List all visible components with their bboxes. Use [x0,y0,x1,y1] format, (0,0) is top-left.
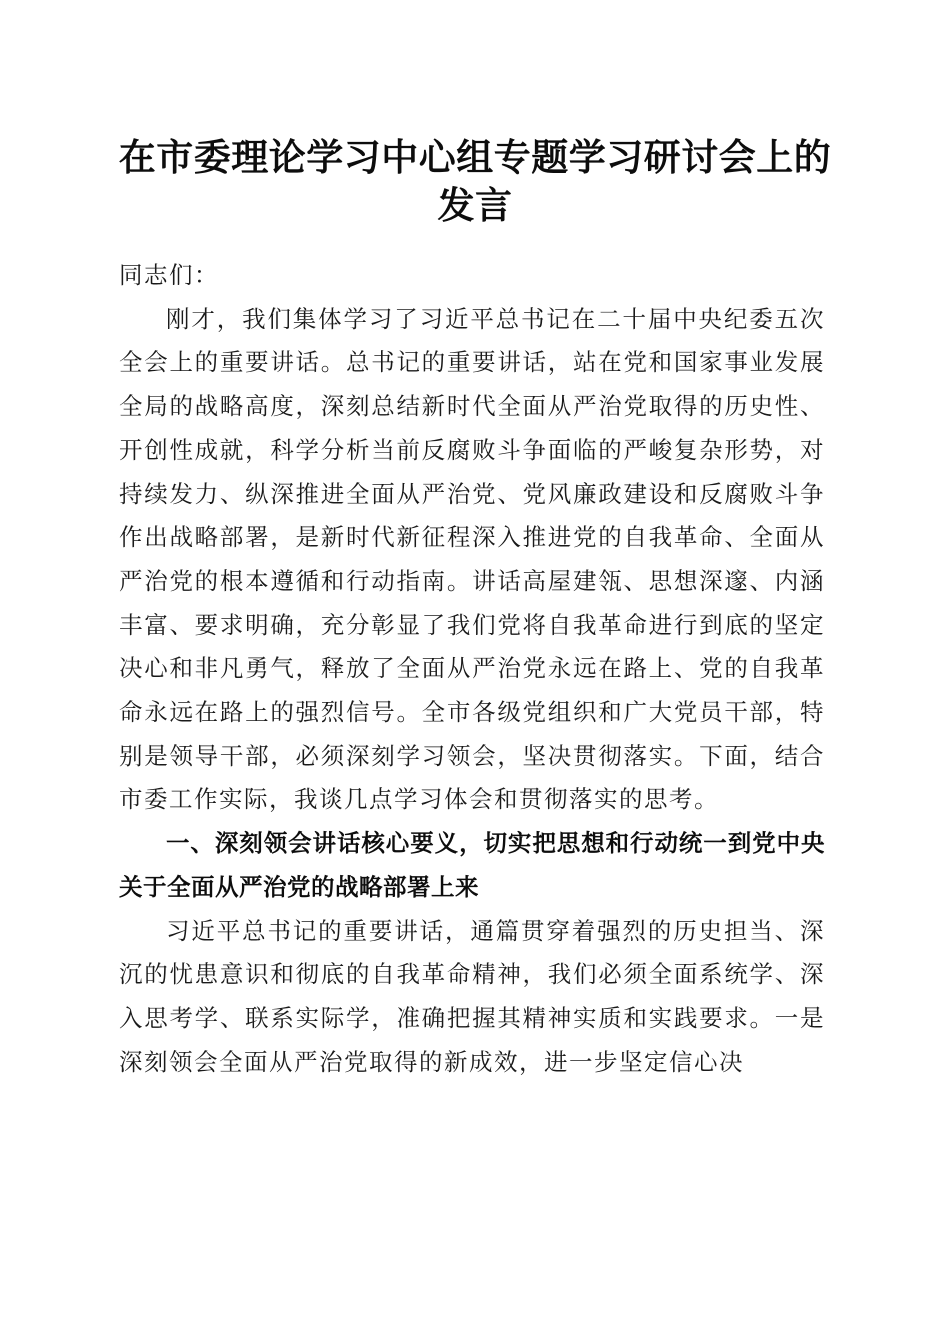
salutation: 同志们： [119,261,219,289]
document-title: 在市委理论学习中心组专题学习研讨会上的发言 [118,135,832,227]
section-heading: 一、深刻领会讲话核心要义，切实把思想和行动统一到党中央关于全面从严治党的战略部署上来 [119,829,825,901]
document-body [119,254,825,1084]
intro-paragraph: 刚才，我们集体学习了习近平总书记在二十届中央纪委五次全会上的重要讲话。总书记的重要讲话，站在党和国家事业发展全局的战略高度，深刻总结新时代全面从严治党取得的历史性、开创性成就，科学分析当前反腐败斗争面临的严峻复杂形势，对持续发力、纵深推进全面从严治党、党风廉政建设和反腐败斗争作出战略部署，是新时代新征程深入推进党的自我革命、全面从严治党的根本遵循和行动指南。讲话高屋建瓴、思想深邃、内涵丰富、要求明确，充分彰显了我们党将自我革命进行到底的坚定决心和非凡勇气，释放了全面从严治党永远在路上、党的自我革命永远在路上的强烈信号。全市各级党组织和广大党员干部，特别是领导干部，必须深刻学习领会，坚决贯彻落实。下面，结合市委工作实际，我谈几点学习体会和贯彻落实的思考。 [119,304,825,814]
section-paragraph: 习近平总书记的重要讲话，通篇贯穿着强烈的历史担当、深沉的忧患意识和彻底的自我革命精神，我们必须全面系统学、深入思考学、联系实际学，准确把握其精神实质和实践要求。一是深刻领会全面从严治党取得的新成效，进一步坚定信心决 [119,916,825,1076]
